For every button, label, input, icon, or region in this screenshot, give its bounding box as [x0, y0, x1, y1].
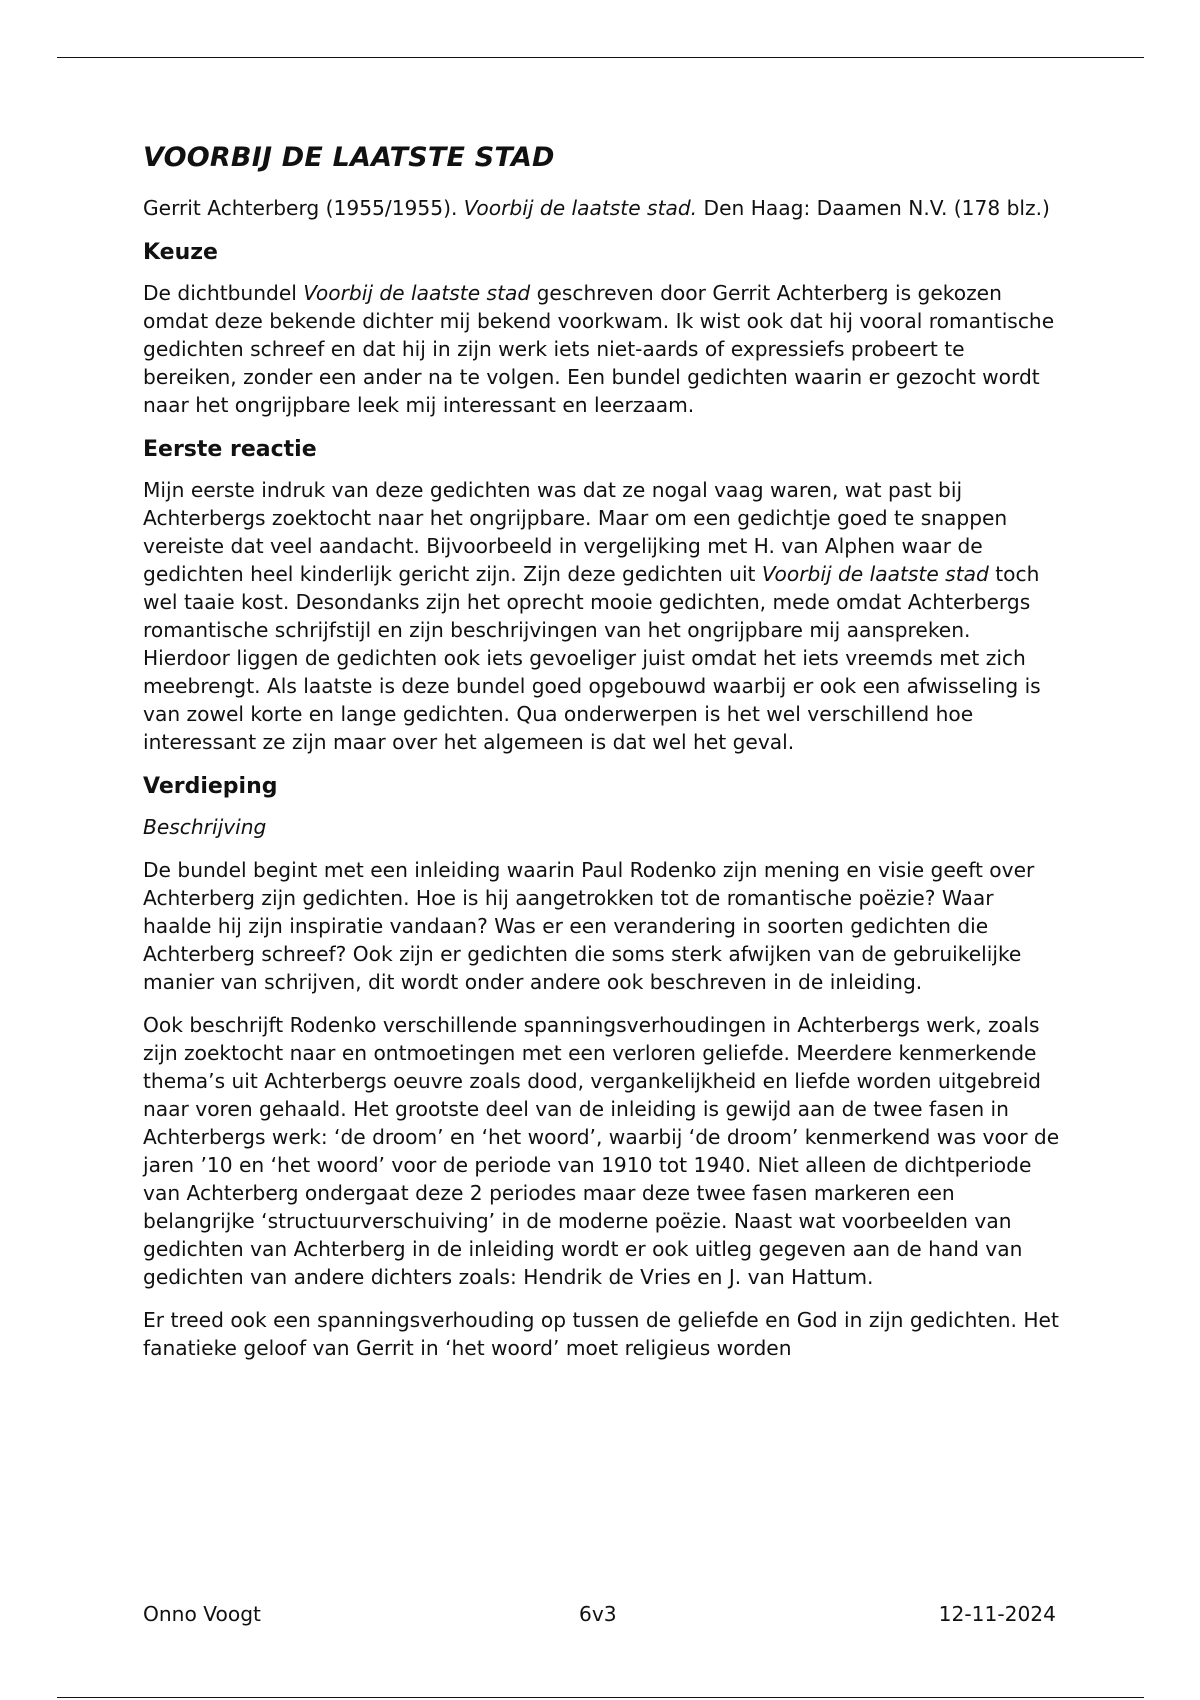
eerste-reactie-text-end: toch wel taaie kost. Desondanks zijn het oprecht mooie gedichten, mede omdat Achterbergs romantische schrijfstijl en zijn beschrijvingen van het ongrijpbare mij aanspreken. Hierdoor liggen de gedichten ook iets gevoeliger juist omdat het iets vreemds met zich meebrengt. Als laatste is deze bundel goed opgebouwd waarbij er ook een afwisseling is van zowel korte en lange gedichten. Qua onderwerpen is het wel verschillend hoe interessant ze zijn maar over het algemeen is dat wel het geval.	[143, 562, 1041, 754]
footer-date: 12-11-2024	[938, 1602, 1056, 1626]
footer-class: 6v3	[579, 1602, 617, 1626]
document-title: VOORBIJ DE LAATSTE STAD	[143, 142, 555, 173]
header-rule	[57, 57, 1144, 58]
keuze-book-title: Voorbij de laatste stad	[303, 281, 531, 305]
subheading-beschrijving: Beschrijving	[143, 815, 267, 839]
eerste-reactie-book-title: Voorbij de laatste stad	[761, 562, 989, 586]
citation-work-title: Voorbij de laatste stad.	[463, 196, 698, 220]
verdieping-paragraph-1: De bundel begint met een inleiding waarin Paul Rodenko zijn mening en visie geeft over Achterberg zijn gedichten. Hoe is hij aangetrokken tot de romantische poëzie? Waar haalde hij zijn inspiratie vandaan? Was er een verandering in soorten gedichten die Achterberg schreef? Ook zijn er gedichten die soms sterk afwijken van de gebruikelijke manier van schrijven, dit wordt onder andere ook beschreven in de inleiding.	[143, 858, 1035, 994]
section-heading-verdieping: Verdieping	[143, 774, 278, 799]
keuze-text-start: De dichtbundel	[143, 281, 304, 305]
citation-authors: Gerrit Achterberg (1955/1955).	[143, 196, 464, 220]
citation-publisher: Den Haag: Daamen N.V. (178 blz.)	[697, 196, 1050, 220]
eerste-reactie-paragraph	[143, 476, 1063, 756]
verdieping-paragraph-2: Ook beschrijft Rodenko verschillende spanningsverhoudingen in Achterbergs werk, zoals zijn zoektocht naar en ontmoetingen met een verloren geliefde. Meerdere kenmerkende thema’s uit Achterbergs oeuvre zoals dood, vergankelijkheid en liefde worden uitgebreid naar voren gehaald. Het grootste deel van de inleiding is gewijd aan de twee fasen in Achterbergs werk: ‘de droom’ en ‘het woord’, waarbij ‘de droom’ kenmerkend was voor de jaren ’10 en ‘het woord’ voor de periode van 1910 tot 1940. Niet alleen de dichtperiode van Achterberg ondergaat deze 2 periodes maar deze twee fasen markeren een belangrijke ‘structuurverschuiving’ in de moderne poëzie. Naast wat voorbeelden van gedichten van Achterberg in de inleiding wordt er ook uitleg gegeven aan de hand van gedichten van andere dichters zoals: Hendrik de Vries en J. van Hattum.	[143, 1013, 1060, 1289]
document-body	[143, 138, 1063, 1377]
page-footer	[143, 1599, 1056, 1629]
citation	[143, 194, 1063, 222]
verdieping-paragraph-3: Er treed ook een spanningsverhouding op tussen de geliefde en God in zijn gedichten. Het fanatieke geloof van Gerrit in ‘het woord’ moet religieus worden	[143, 1308, 1059, 1360]
footer-rule	[57, 1697, 1144, 1698]
section-heading-eerste-reactie: Eerste reactie	[143, 437, 317, 462]
section-heading-keuze: Keuze	[143, 240, 218, 265]
eerste-reactie-text-start: Mijn eerste indruk van deze gedichten was dat ze nogal vaag waren, wat past bij Achterbergs zoektocht naar het ongrijpbare. Maar om een gedichtje goed te snappen vereiste dat veel aandacht. Bijvoorbeeld in vergelijking met H. van Alphen waar de gedichten heel kinderlijk gericht zijn. Zijn deze gedichten uit	[143, 478, 1008, 586]
keuze-paragraph	[143, 279, 1063, 419]
keuze-text-end: geschreven door Gerrit Achterberg is gekozen omdat deze bekende dichter mij bekend voorkwam. Ik wist ook dat hij vooral romantische gedichten schreef en dat hij in zijn werk iets niet-aards of expressiefs probeert te bereiken, zonder een ander na te volgen. Een bundel gedichten waarin er gezocht wordt naar het ongrijpbare leek mij interessant en leerzaam.	[143, 281, 1055, 417]
footer-author: Onno Voogt	[143, 1602, 261, 1626]
